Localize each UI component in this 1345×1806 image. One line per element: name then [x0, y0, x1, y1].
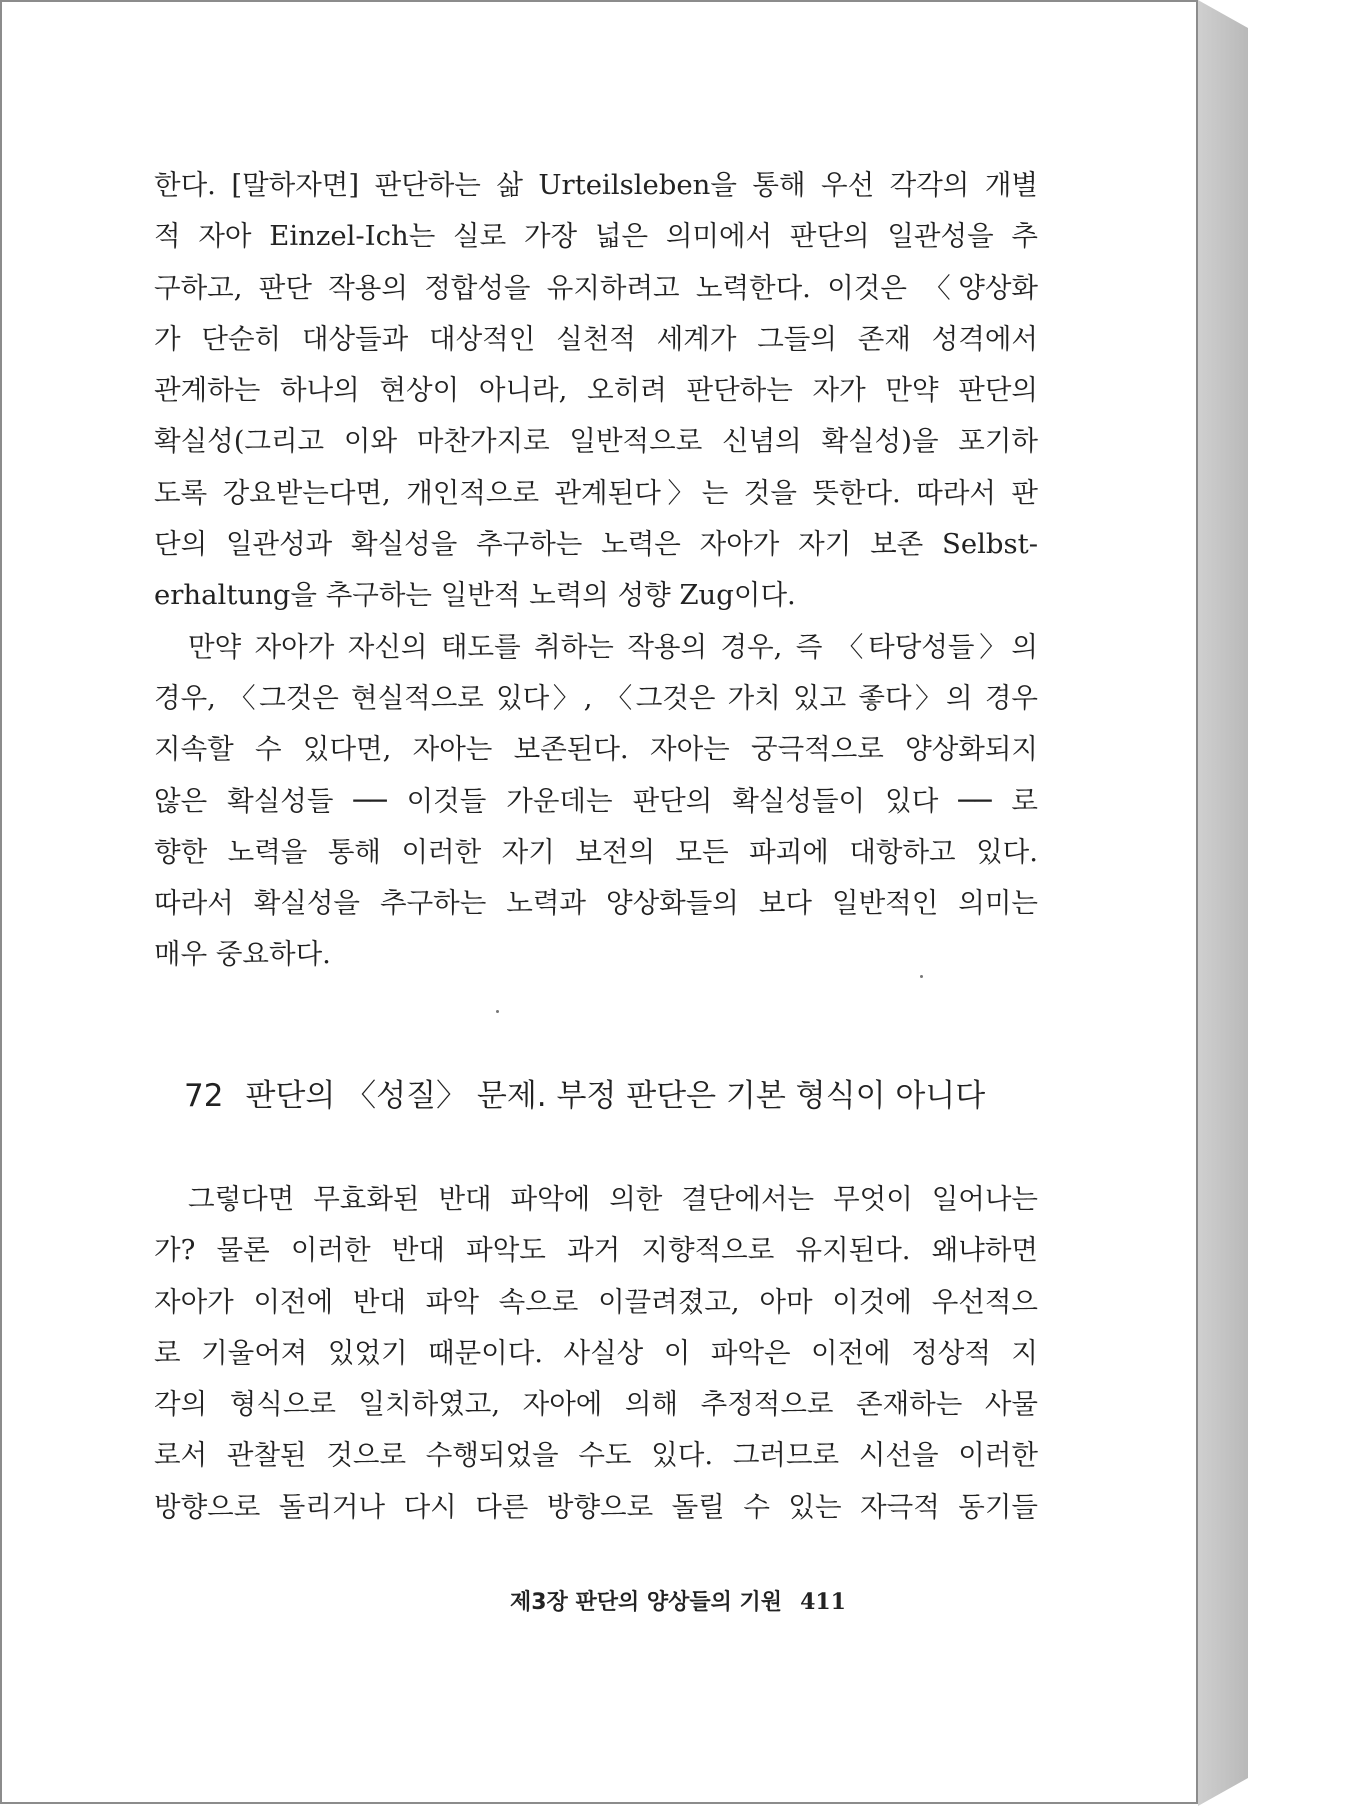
text-line: 지속할 수 있다면, 자아는 보존된다. 자아는 궁극적으로 양상화되지 [154, 733, 1038, 766]
text-line: 가 단순히 대상들과 대상적인 실천적 세계가 그들의 존재 성격에서 [154, 322, 1038, 355]
text-line: 따라서 확실성을 추구하는 노력과 양상화들의 보다 일반적인 의미는 [154, 887, 1038, 920]
text-line: 단의 일관성과 확실성을 추구하는 노력은 자아가 자기 보존 Selbst- [154, 528, 1038, 561]
paragraph [154, 160, 1038, 622]
text-line: 로 기울어져 있었기 때문이다. 사실상 이 파악은 이전에 정상적 지 [154, 1336, 1038, 1369]
scan-speck [496, 1010, 499, 1013]
page-edge-shadow [1198, 0, 1248, 1806]
text-line: 않은 확실성들 ── 이것들 가운데는 판단의 확실성들이 있다 ── 로 [154, 784, 1038, 817]
text-line: 경우, 〈그것은 현실적으로 있다〉, 〈그것은 가치 있고 좋다〉의 경우 [154, 681, 1038, 714]
section-heading [184, 1070, 985, 1115]
text-line: 관계하는 하나의 현상이 아니라, 오히려 판단하는 자가 만약 판단의 [154, 374, 1038, 407]
text-line: 도록 강요받는다면, 개인적으로 관계된다〉는 것을 뜻한다. 따라서 판 [154, 476, 1038, 509]
text-line: 그렇다면 무효화된 반대 파악에 의한 결단에서는 무엇이 일어나는 [188, 1183, 1038, 1215]
text-line: 각의 형식으로 일치하였고, 자아에 의해 추정적으로 존재하는 사물 [154, 1388, 1038, 1421]
text-line: 적 자아 Einzel-Ich는 실로 가장 넓은 의미에서 판단의 일관성을 추 [154, 220, 1038, 253]
text-line: 방향으로 돌리거나 다시 다른 방향으로 돌릴 수 있는 자극적 동기들 [154, 1490, 1038, 1523]
scan-speck [920, 975, 923, 978]
text-line: 가? 물론 이러한 반대 파악도 과거 지향적으로 유지된다. 왜냐하면 [154, 1234, 1038, 1267]
text-line: 구하고, 판단 작용의 정합성을 유지하려고 노력한다. 이것은 〈양상화 [154, 271, 1038, 304]
section-number: 72 [184, 1078, 224, 1114]
section-title: 판단의 〈성질〉 문제. 부정 판단은 기본 형식이 아니다 [245, 1078, 986, 1114]
text-line: 향한 노력을 통해 이러한 자기 보전의 모든 파괴에 대항하고 있다. [154, 835, 1038, 868]
running-head: 제3장 판단의 양상들의 기원 [510, 1590, 783, 1615]
body-text-top [154, 160, 1038, 981]
text-line: 한다. [말하자면] 판단하는 삶 Urteilsleben을 통해 우선 각각의 개별 [154, 169, 1038, 201]
text-line: 확실성(그리고 이와 마찬가지로 일반적으로 신념의 확실성)을 포기하 [154, 425, 1038, 458]
text-line: 매우 중요하다. [154, 938, 331, 971]
body-text-bottom [154, 1174, 1038, 1533]
page-footer [510, 1585, 846, 1616]
paragraph [154, 622, 1038, 981]
text-line: 자아가 이전에 반대 파악 속으로 이끌려졌고, 아마 이것에 우선적으 [154, 1285, 1038, 1318]
text-line: erhaltung을 추구하는 일반적 노력의 성향 Zug이다. [154, 579, 796, 612]
text-line: 로서 관찰된 것으로 수행되었을 수도 있다. 그러므로 시선을 이러한 [154, 1439, 1038, 1472]
text-line: 만약 자아가 자신의 태도를 취하는 작용의 경우, 즉 〈타당성들〉의 [188, 630, 1038, 663]
page-number: 411 [800, 1589, 846, 1615]
paragraph [154, 1174, 1038, 1533]
